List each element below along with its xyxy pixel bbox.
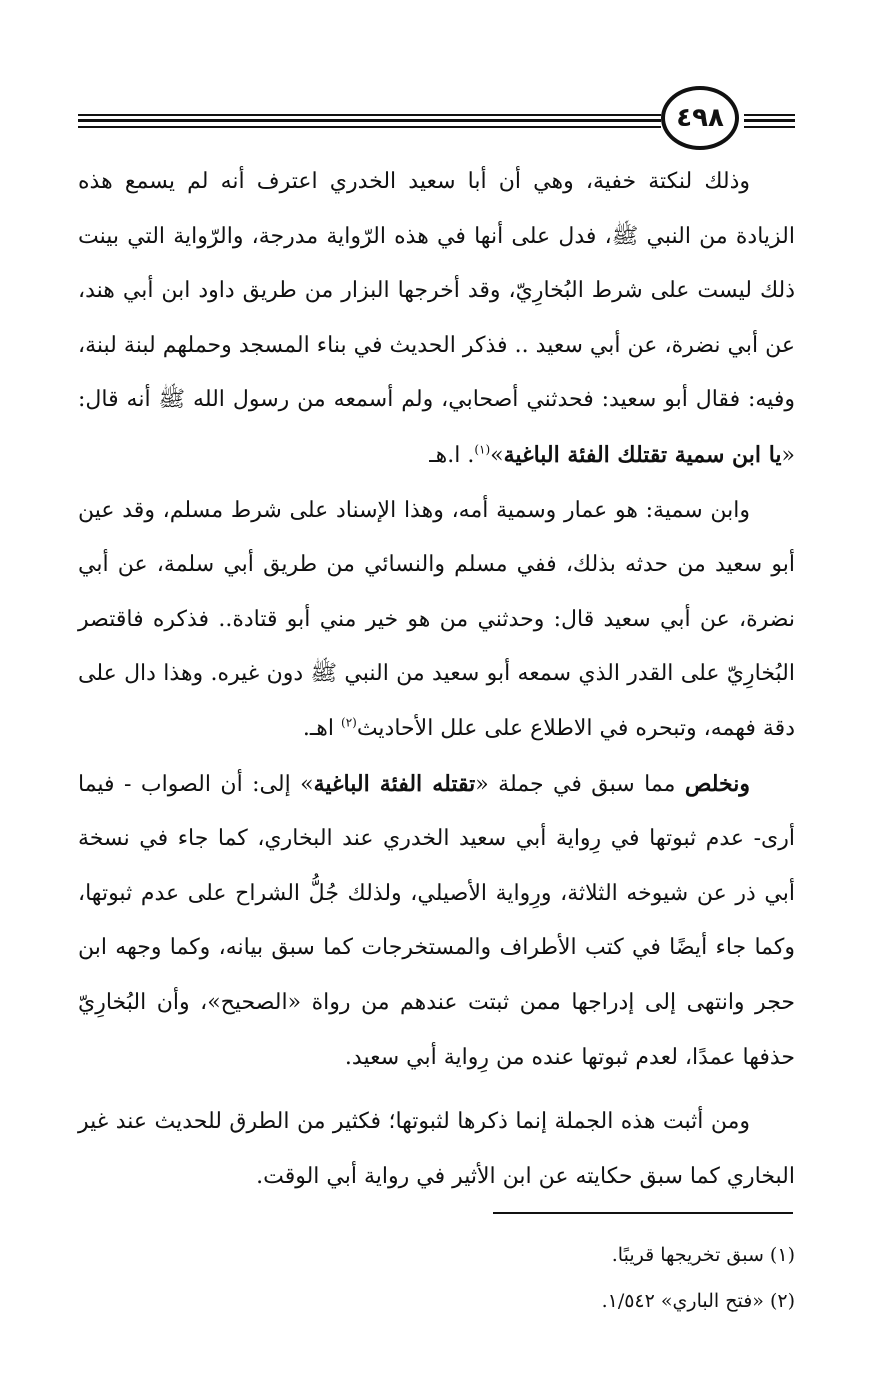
header-rule [78,126,661,128]
bold-phrase: ونخلص [684,770,750,797]
text-run: » إلى: أن الصواب - فيما أرى- عدم ثبوتها في رِواية أبي سعيد الخدري عند البخاري، كما جاء في نسخة أبي ذر عن شيوخه الثلاثة، ورِواية الأصيلي، ولذلك جُلُّ الشراح على عدم ثبوتها، وكما جاء أيضًا في كتب الأطراف والمستخرجات كما سبق بيانه، وكما وجهه ابن حجر وانتهى إلى إدراجها ممن ثبتت عندهم من رواة «الصحيح»، وأن البُخارِيّ حذفها عمدًا، لعدم ثبوتها عنده من رِواية أبي سعيد. [78,771,795,1070]
footnotes [78,1232,795,1324]
text-run: مما سبق في جملة « [475,771,685,797]
bold-phrase: يا ابن سمية تقتلك الفئة الباغية [503,441,782,468]
header-rule [744,119,795,122]
paragraph [78,757,795,1086]
page-number-badge [661,86,739,150]
footnote-separator [493,1212,793,1214]
header-rule [78,114,661,116]
paragraph [78,1095,795,1204]
bold-phrase: تقتله الفئة الباغية [313,770,476,797]
paragraph [78,484,795,757]
text-run: ومن أثبت هذه الجملة إنما ذكرها لثبوتها؛ فكثير من الطرق للحديث عند غير البخاري كما سبق حكايته عن ابن الأثير في رواية أبي الوقت. [78,1109,795,1189]
footnote-ref: (٢) [341,715,357,730]
text-run: وابن سمية: هو عمار وسمية أمه، وهذا الإسناد على شرط مسلم، وقد عين أبو سعيد من حدثه بذلك، ففي مسلم والنسائي من طريق أبي سلمة، عن أبي نضرة، عن أبي سعيد قال: وحدثني من هو خير مني أبو قتادة.. فذكره فاقتصر البُخارِيّ على القدر الذي سمعه أبو سعيد من النبي ﷺ دون غيره. وهذا دال على دقة فهمه، وتبحره في الاطلاع على علل الأحاديث [78,497,795,741]
page-header [78,72,795,162]
footnote: (٢) «فتح الباري» ١/٥٤٢. [601,1290,795,1312]
footnote-ref: (١) [474,442,491,457]
page-number: ٤٩٨ [676,103,724,133]
header-rule [78,119,661,122]
footnote: (١) سبق تخريجها قريبًا. [611,1244,795,1266]
header-rule [744,126,795,128]
text-run: اهـ. [302,715,341,741]
paragraph [78,155,795,484]
text-run: وذلك لنكتة خفية، وهي أن أبا سعيد الخدري اعترف أنه لم يسمع هذه الزيادة من النبي ﷺ، فدل على أنها في هذه الرّواية مدرجة، والرّواية التي بينت ذلك ليست على شرط البُخارِيّ، وقد أخرجها البزار من طريق داود ابن أبي هند، عن أبي نضرة، عن أبي سعيد .. فذكر الحديث في بناء المسجد وحملهم لبنة لبنة، وفيه: فقال أبو سعيد: فحدثني أصحابي، ولم أسمعه من رسول الله ﷺ أنه قال: « [78,169,795,468]
text-run: . ا.هـ [429,442,475,468]
text-run: » [490,442,504,468]
main-text [78,155,795,1204]
header-rule [744,114,795,116]
